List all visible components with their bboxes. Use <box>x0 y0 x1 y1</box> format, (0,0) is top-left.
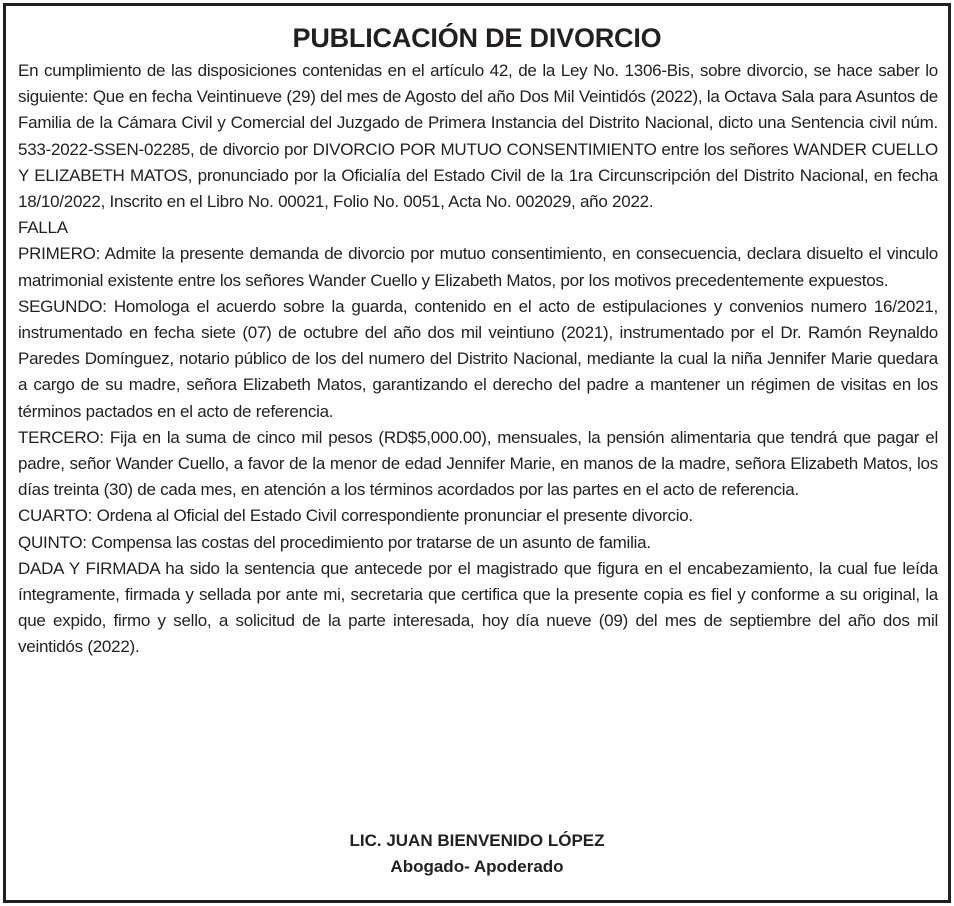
cuarto-paragraph: CUARTO: Ordena al Oficial del Estado Civil correspondiente pronunciar el presente divorcio. <box>18 506 693 526</box>
signatory-name: LIC. JUAN BIENVENIDO LÓPEZ <box>349 831 605 850</box>
segundo-paragraph: SEGUNDO: Homologa el acuerdo sobre la guarda, contenido en el acto de estipulaciones y convenios numero 16/2021, instrumentado en fecha siete (07) de octubre del año dos mil veintiuno (2021), instrumentado por el Dr. Ramón Reynaldo Paredes Domínguez, notario público de los del numero del Distrito Nacional, mediante la cual la niña Jennifer Marie quedara a cargo de su madre, señora Elizabeth Matos, garantizando el derecho del padre a mantener un régimen de visitas en los términos pactados en el acto de referencia. <box>18 296 938 421</box>
falla-heading: FALLA <box>18 218 68 238</box>
dada-paragraph: DADA Y FIRMADA ha sido la sentencia que antecede por el magistrado que figura en el encabezamiento, la cual fue leída íntegramente, firmada y sellada por ante mi, secretaria que certifica que la presente copia es fiel y conforme a su original, la que expido, firmo y sello, a solicitud de la parte interesada, hoy día nueve (09) del mes de septiembre del año dos mil veintidós (2022). <box>18 558 938 657</box>
quinto-paragraph: QUINTO: Compensa las costas del procedimiento por tratarse de un asunto de familia. <box>18 532 651 552</box>
primero-paragraph: PRIMERO: Admite la presente demanda de divorcio por mutuo consentimiento, en consecuencia, declara disuelto el vinculo matrimonial existente entre los señores Wander Cuello y Elizabeth Matos, por los motivos precedentemente expuestos. <box>18 244 938 290</box>
intro-paragraph: En cumplimiento de las disposiciones contenidas en el artículo 42, de la Ley No. 1306-Bis, sobre divorcio, se hace saber lo siguiente: Que en fecha Veintinueve (29) del mes de Agosto del año Dos Mil Veintidós (2022), la Octava Sala para Asuntos de Familia de la Cámara Civil y Comercial del Juzgado de Primera Instancia del Distrito Nacional, dicto una Sentencia civil núm. 533-2022-SSEN-02285, de divorcio por DIVORCIO POR MUTUO CONSENTIMIENTO entre los señores WANDER CUELLO Y ELIZABETH MATOS, pronunciado por la Oficialía del Estado Civil de la 1ra Circunscripción del Distrito Nacional, en fecha 18/10/2022, Inscrito en el Libro No. 00021, Folio No. 0051, Acta No. 002029, año 2022. <box>18 61 938 212</box>
notice-body <box>18 58 938 661</box>
tercero-paragraph: TERCERO: Fija en la suma de cinco mil pesos (RD$5,000.00), mensuales, la pensión alimentaria que tendrá que pagar el padre, señor Wander Cuello, a favor de la menor de edad Jennifer Marie, en manos de la madre, señora Elizabeth Matos, los días treinta (30) de cada mes, en atención a los términos acordados por las partes en el acto de referencia. <box>18 427 938 500</box>
signatory-role: Abogado- Apoderado <box>390 857 564 876</box>
signature-block <box>0 828 954 880</box>
notice-title: PUBLICACIÓN DE DIVORCIO <box>292 23 662 53</box>
